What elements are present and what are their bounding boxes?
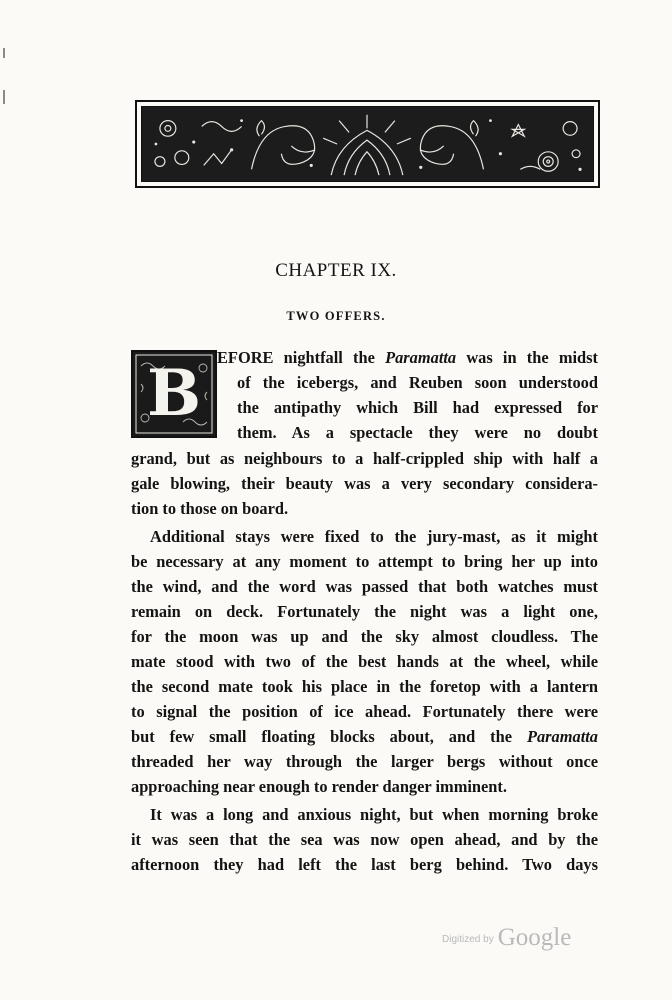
line-text: be necessary at any moment to attempt to bring her up into xyxy=(131,552,598,571)
line-text: for the moon was up and the sky almost cloudless. The xyxy=(131,627,598,646)
line-text: EFORE nightfall the xyxy=(217,348,386,367)
text-line xyxy=(131,447,598,471)
text-line xyxy=(237,421,598,445)
drop-cap-letter: B xyxy=(146,356,202,431)
page-edge-mark xyxy=(3,90,5,104)
line-text: of the icebergs, and Reuben soon understood xyxy=(237,373,598,392)
text-line xyxy=(131,550,598,574)
text-line xyxy=(237,371,598,395)
text-line xyxy=(131,575,598,599)
text-line xyxy=(131,600,598,624)
text-line xyxy=(131,497,598,521)
text-line xyxy=(131,700,598,724)
italic-text: Paramatta xyxy=(526,727,598,746)
text-line xyxy=(237,396,598,420)
text-line xyxy=(131,853,598,877)
text-line xyxy=(217,346,598,370)
watermark-prefix: Digitized by xyxy=(442,934,494,945)
text-line xyxy=(150,803,598,827)
line-text: Additional stays were fixed to the jury-mast, as it might xyxy=(150,527,598,546)
line-text: the antipathy which Bill had expressed for xyxy=(237,398,598,417)
line-text: but few small floating blocks about, and the xyxy=(131,727,527,746)
text-line xyxy=(131,472,598,496)
text-line xyxy=(131,650,598,674)
line-text: it was seen that the sea was now open ahead, and by the xyxy=(131,830,598,849)
italic-text: Paramatta xyxy=(385,348,457,367)
digitized-watermark xyxy=(442,924,571,952)
chapter-title: CHAPTER IX. xyxy=(275,260,397,281)
page-edge-mark xyxy=(3,48,5,58)
line-text: the wind, and the word was passed that both watches must xyxy=(131,577,598,596)
line-text: approaching near enough to render danger imminent. xyxy=(131,777,507,796)
drop-cap xyxy=(131,350,217,438)
line-text: the second mate took his place in the foretop with a lantern xyxy=(131,677,598,696)
text-line xyxy=(150,525,598,549)
chapter-subtitle: TWO OFFERS. xyxy=(286,309,386,323)
line-text: to signal the position of ice ahead. Fortunately there were xyxy=(131,702,598,721)
text-line xyxy=(131,675,598,699)
line-text: tion to those on board. xyxy=(131,499,289,518)
line-text: remain on deck. Fortunately the night was a light one, xyxy=(131,602,598,621)
line-text: them. As a spectacle they were no doubt xyxy=(237,423,598,442)
headpiece-ornament xyxy=(135,100,600,188)
text-line xyxy=(131,828,598,852)
google-logo: Google xyxy=(497,924,572,951)
text-line xyxy=(131,725,598,749)
text-line xyxy=(131,750,598,774)
headpiece-engraving xyxy=(142,107,593,181)
line-text: It was a long and anxious night, but when morning broke xyxy=(150,805,598,824)
text-line xyxy=(131,625,598,649)
line-text: mate stood with two of the best hands at the wheel, while xyxy=(131,652,598,671)
text-line xyxy=(131,775,598,799)
line-text: grand, but as neighbours to a half-crippled ship with half a xyxy=(131,449,598,468)
line-text: gale blowing, their beauty was a very secondary considera- xyxy=(131,474,598,493)
line-text: was in the midst xyxy=(456,348,598,367)
line-text: threaded her way through the larger bergs without once xyxy=(131,752,598,771)
line-text: afternoon they had left the last berg behind. Two days xyxy=(131,855,598,874)
